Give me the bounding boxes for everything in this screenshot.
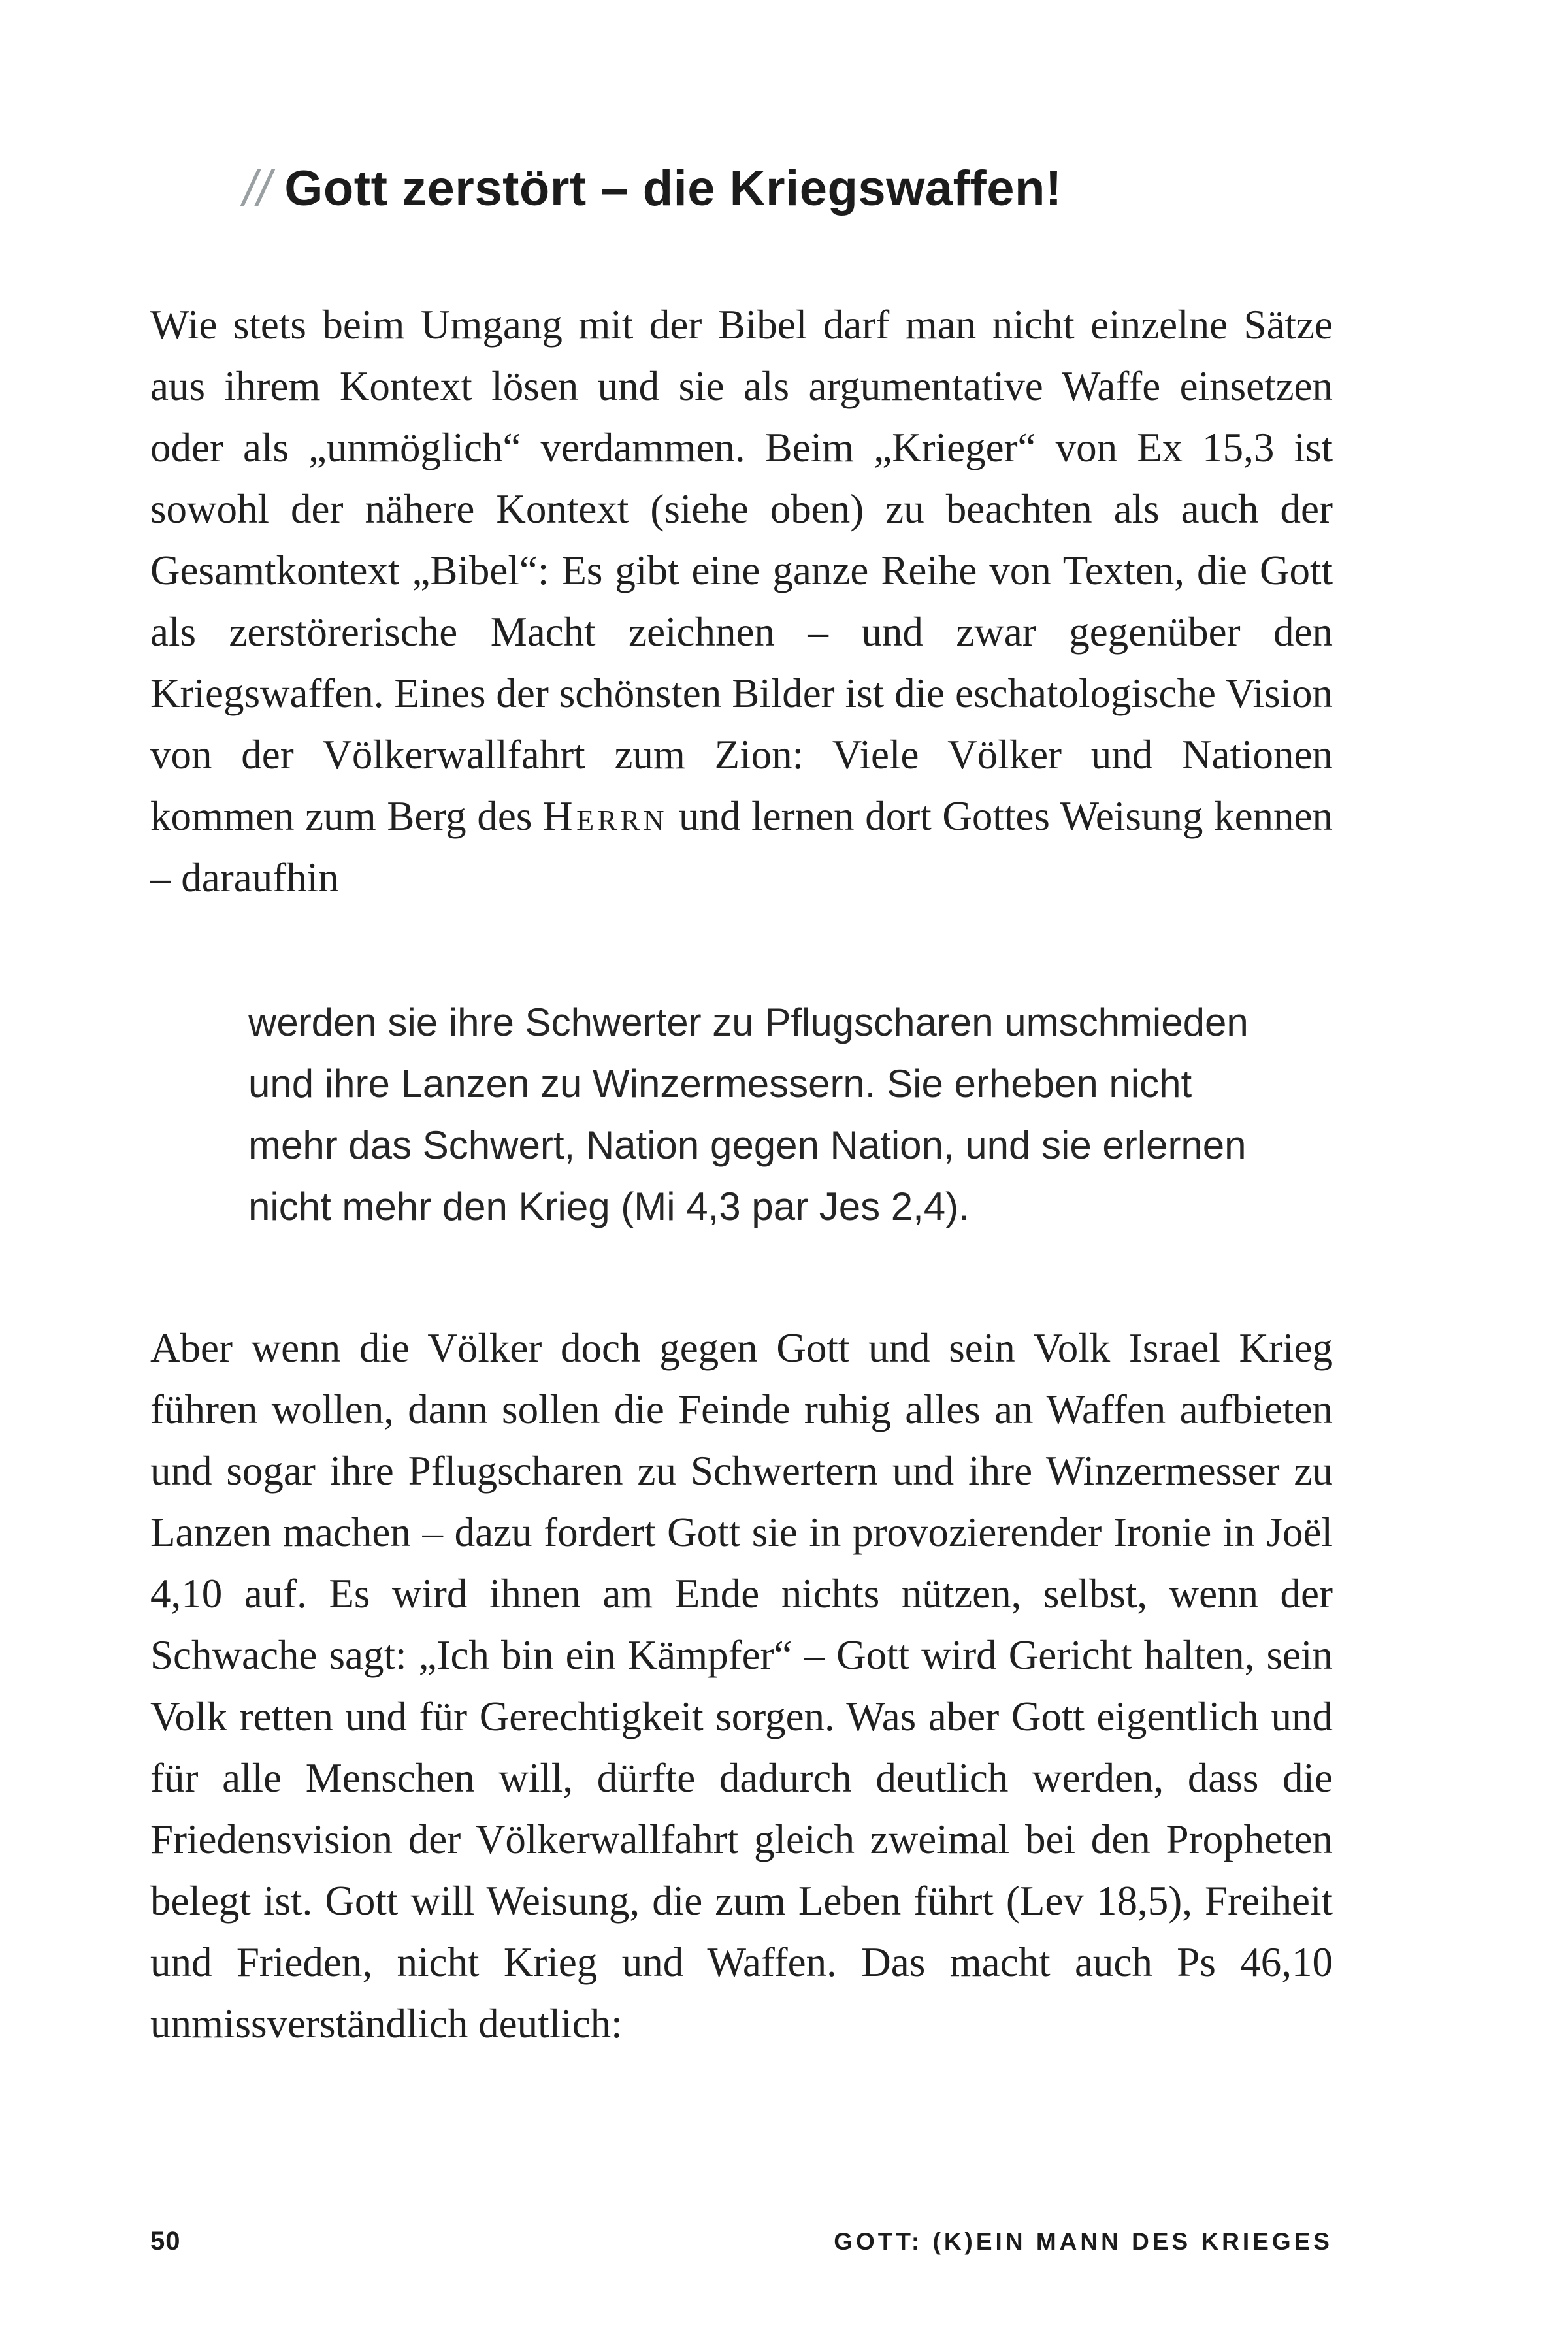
bible-quote-block: werden sie ihre Schwerter zu Pflugscharen umschmieden und ihre Lanzen zu Winzermessern. Sie erheben nicht mehr das Schwert, Nation gegen Nation, und sie erlernen nicht mehr den Krieg (Mi 4,3 par Jes 2,4). (248, 1000, 1249, 1228)
page-footer (150, 2227, 1333, 2256)
chapter-heading-text: Gott zerstört – die Kriegswaffen! (284, 161, 1062, 216)
page-number: 50 (150, 2227, 181, 2256)
paragraph-main: Aber wenn die Völker doch gegen Gott und sein Volk Israel Krieg führen wollen, dann sollen die Feinde ruhig alles an Waffen aufbieten und sogar ihre Pflugscharen zu Schwertern und ihre Winzermesser zu Lanzen machen – dazu fordert Gott sie in provozierender Ironie in Joël 4,10 auf. Es wird ihnen am Ende nichts nützen, selbst, wenn der Schwache sagt: „Ich bin ein Kämpfer“ – Gott wird Gericht halten, sein Volk retten und für Gerechtigkeit sorgen. Was aber Gott eigentlich und für alle Menschen will, dürfte dadurch deutlich werden, dass die Friedensvision der Völkerwallfahrt gleich zweimal bei den Propheten belegt ist. Gott will Weisung, die zum Leben führt (Lev 18,5), Freiheit und Frieden, nicht Krieg und Waffen. Das macht auch Ps 46,10 unmissverständlich deutlich: (150, 1325, 1333, 2047)
paragraph-intro-text-2: und lernen dort Gottes Weisung kennen – daraufhin (150, 793, 1333, 900)
running-title: GOTT: (K)EIN MANN DES KRIEGES (834, 2228, 1333, 2255)
chapter-heading (243, 160, 1333, 217)
paragraph-intro-text-1: Wie stets beim Umgang mit der Bibel darf man nicht einzelne Sätze aus ihrem Kontext lösen und sie als argumentative Waffe einsetzen oder als „unmöglich“ verdammen. Beim „Krieger“ von Ex 15,3 ist sowohl der nähere Kontext (siehe oben) zu beachten als auch der Gesamtkontext „Bibel“: Es gibt eine ganze Reihe von Texten, die Gott als zerstörerische Macht zeichnen – und zwar gegenüber den Kriegswaffen. Eines der schönsten Bilder ist die eschatologische Vision von der Völkerwallfahrt zum Zion: Viele Völker und Nationen kommen zum Berg des (150, 302, 1333, 839)
paragraph-intro (150, 294, 1333, 908)
divine-name-smallcaps: Herrn (543, 793, 668, 839)
heading-slashes-decoration: // (243, 161, 272, 216)
page-content (150, 0, 1333, 2096)
